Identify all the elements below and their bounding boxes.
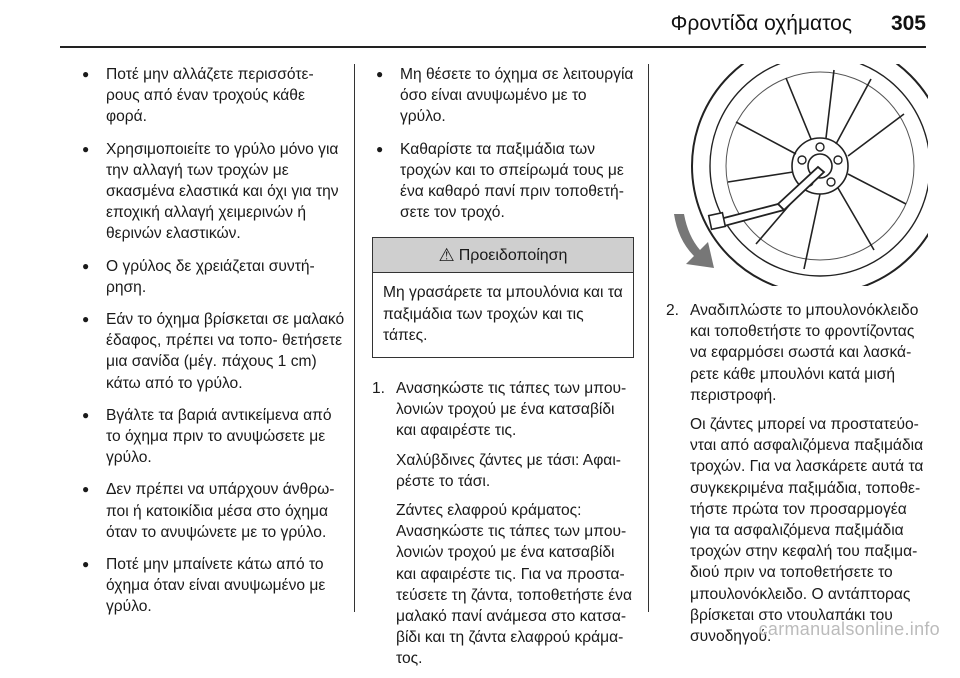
list-item: ● Μη θέσετε το όχημα σε λειτουργία όσο είναι ανυψωμένο με το γρύλο. [372,64,634,128]
steps-list-continued [666,300,928,647]
header-divider [60,46,926,48]
column-divider [354,64,355,612]
list-item: ● Χρησιμοποιείτε το γρύλο μόνο για την αλλαγή των τροχών με σκασμένα ελαστικά και όχι για την εποχική αλλαγή χειμερινών ή θερινών ελαστικών. [78,139,346,245]
list-item: ● Ο γρύλος δε χρειάζεται συντή‐ ρηση. [78,256,346,298]
list-item: ● Καθαρίστε τα παξιμάδια των τροχών και το σπείρωμά τους με ένα καθαρό πανί πριν τοποθετή‐ σετε τον τροχό. [372,139,634,224]
step-text: Ανασηκώστε τις τάπες των μπου‐ λονιών τροχού με ένα κατσαβίδι και αφαιρέστε τις. [396,380,627,440]
column-right [666,64,928,655]
rotation-arrow-icon [674,214,714,268]
list-item: ● Δεν πρέπει να υπάρχουν άνθρω‐ ποι ή κατοικίδια μέσα στο όχημα όταν το ανυψώνετε με το γρύλο. [78,479,346,543]
precautions-list-continued [372,64,634,223]
warning-text: Μη γρασάρετε τα μπουλόνια και τα παξιμάδια των τροχών και τις τάπες. [383,284,623,344]
section-title: Φροντίδα οχήματος [670,12,852,35]
column-divider [648,64,649,612]
step-note: Οι ζάντες μπορεί να προστατεύο‐ νται από ασφαλιζόμενα παξιμάδια τροχών. Για να λασκάρετε αυτά τα συγκεκριμένα παξιμάδια, τοποθε‐ τήστε πρώτα τον προσαρμογέα για τα ασφαλιζόμενα παξιμάδια τροχών στην κεφαλή του παξιμα‐ διού πριν να τοποθετήσετε το μπουλονόκλειδο. Ο αντάπτορας βρίσκεται στο ντουλαπάκι του συνοδηγού. [690,416,924,646]
step-note: Ζάντες ελαφρού κράματος: Ανασηκώστε τις τάπες των μπου‐ λονιών τροχού με ένα κατσαβίδι και αφαιρέστε τις. Για να προστα‐ τεύσετε τη ζάντα, τοποθετήστε ένα μαλακό πανί ανάμεσα στο κατσα‐ βίδι και τη ζάντα ελαφρού κράμα‐ τος. [396,502,632,668]
precautions-list [78,64,346,618]
step-number: 2. [666,302,680,319]
wheel-wrench-illustration [666,64,928,286]
step-item [666,300,928,647]
list-item: ● Ποτέ μην μπαίνετε κάτω από το όχημα όταν είναι ανυψωμένο με γρύλο. [78,554,346,618]
step-item [372,378,634,670]
list-item: ● Ποτέ μην αλλάζετε περισσότε‐ ρους από έναν τροχούς κάθε φορά. [78,64,346,128]
list-item: ● Εάν το όχημα βρίσκεται σε μαλακό έδαφος, πρέπει να τοπο‐ θετήσετε μια σανίδα (μέγ. πάχους 1 cm) κάτω από το γρύλο. [78,309,346,394]
warning-header [373,238,633,273]
column-left [78,64,346,629]
step-text: Αναδιπλώστε το μπουλονόκλειδο και τοποθετήστε το φροντίζοντας να εφαρμόσει σωστά και λασκά‐ ρετε κάθε μπουλόνι κατά μισή περιστροφή. [690,302,919,404]
step-note: Χαλύβδινες ζάντες με τάσι: Αφαι‐ ρέστε το τάσι. [396,451,621,490]
list-item: ● Βγάλτε τα βαριά αντικείμενα από το όχημα πριν το ανυψώσετε με γρύλο. [78,405,346,469]
warning-box [372,237,634,358]
step-number: 1. [372,380,386,398]
warning-title: Προειδοποίηση [458,246,568,264]
page-header [0,0,960,48]
column-middle [372,64,634,678]
watermark: carmanualsonline.info [758,619,940,639]
warning-triangle-icon: ⚠ [438,244,455,265]
steps-list [372,378,634,670]
page-number: 305 [890,12,926,35]
